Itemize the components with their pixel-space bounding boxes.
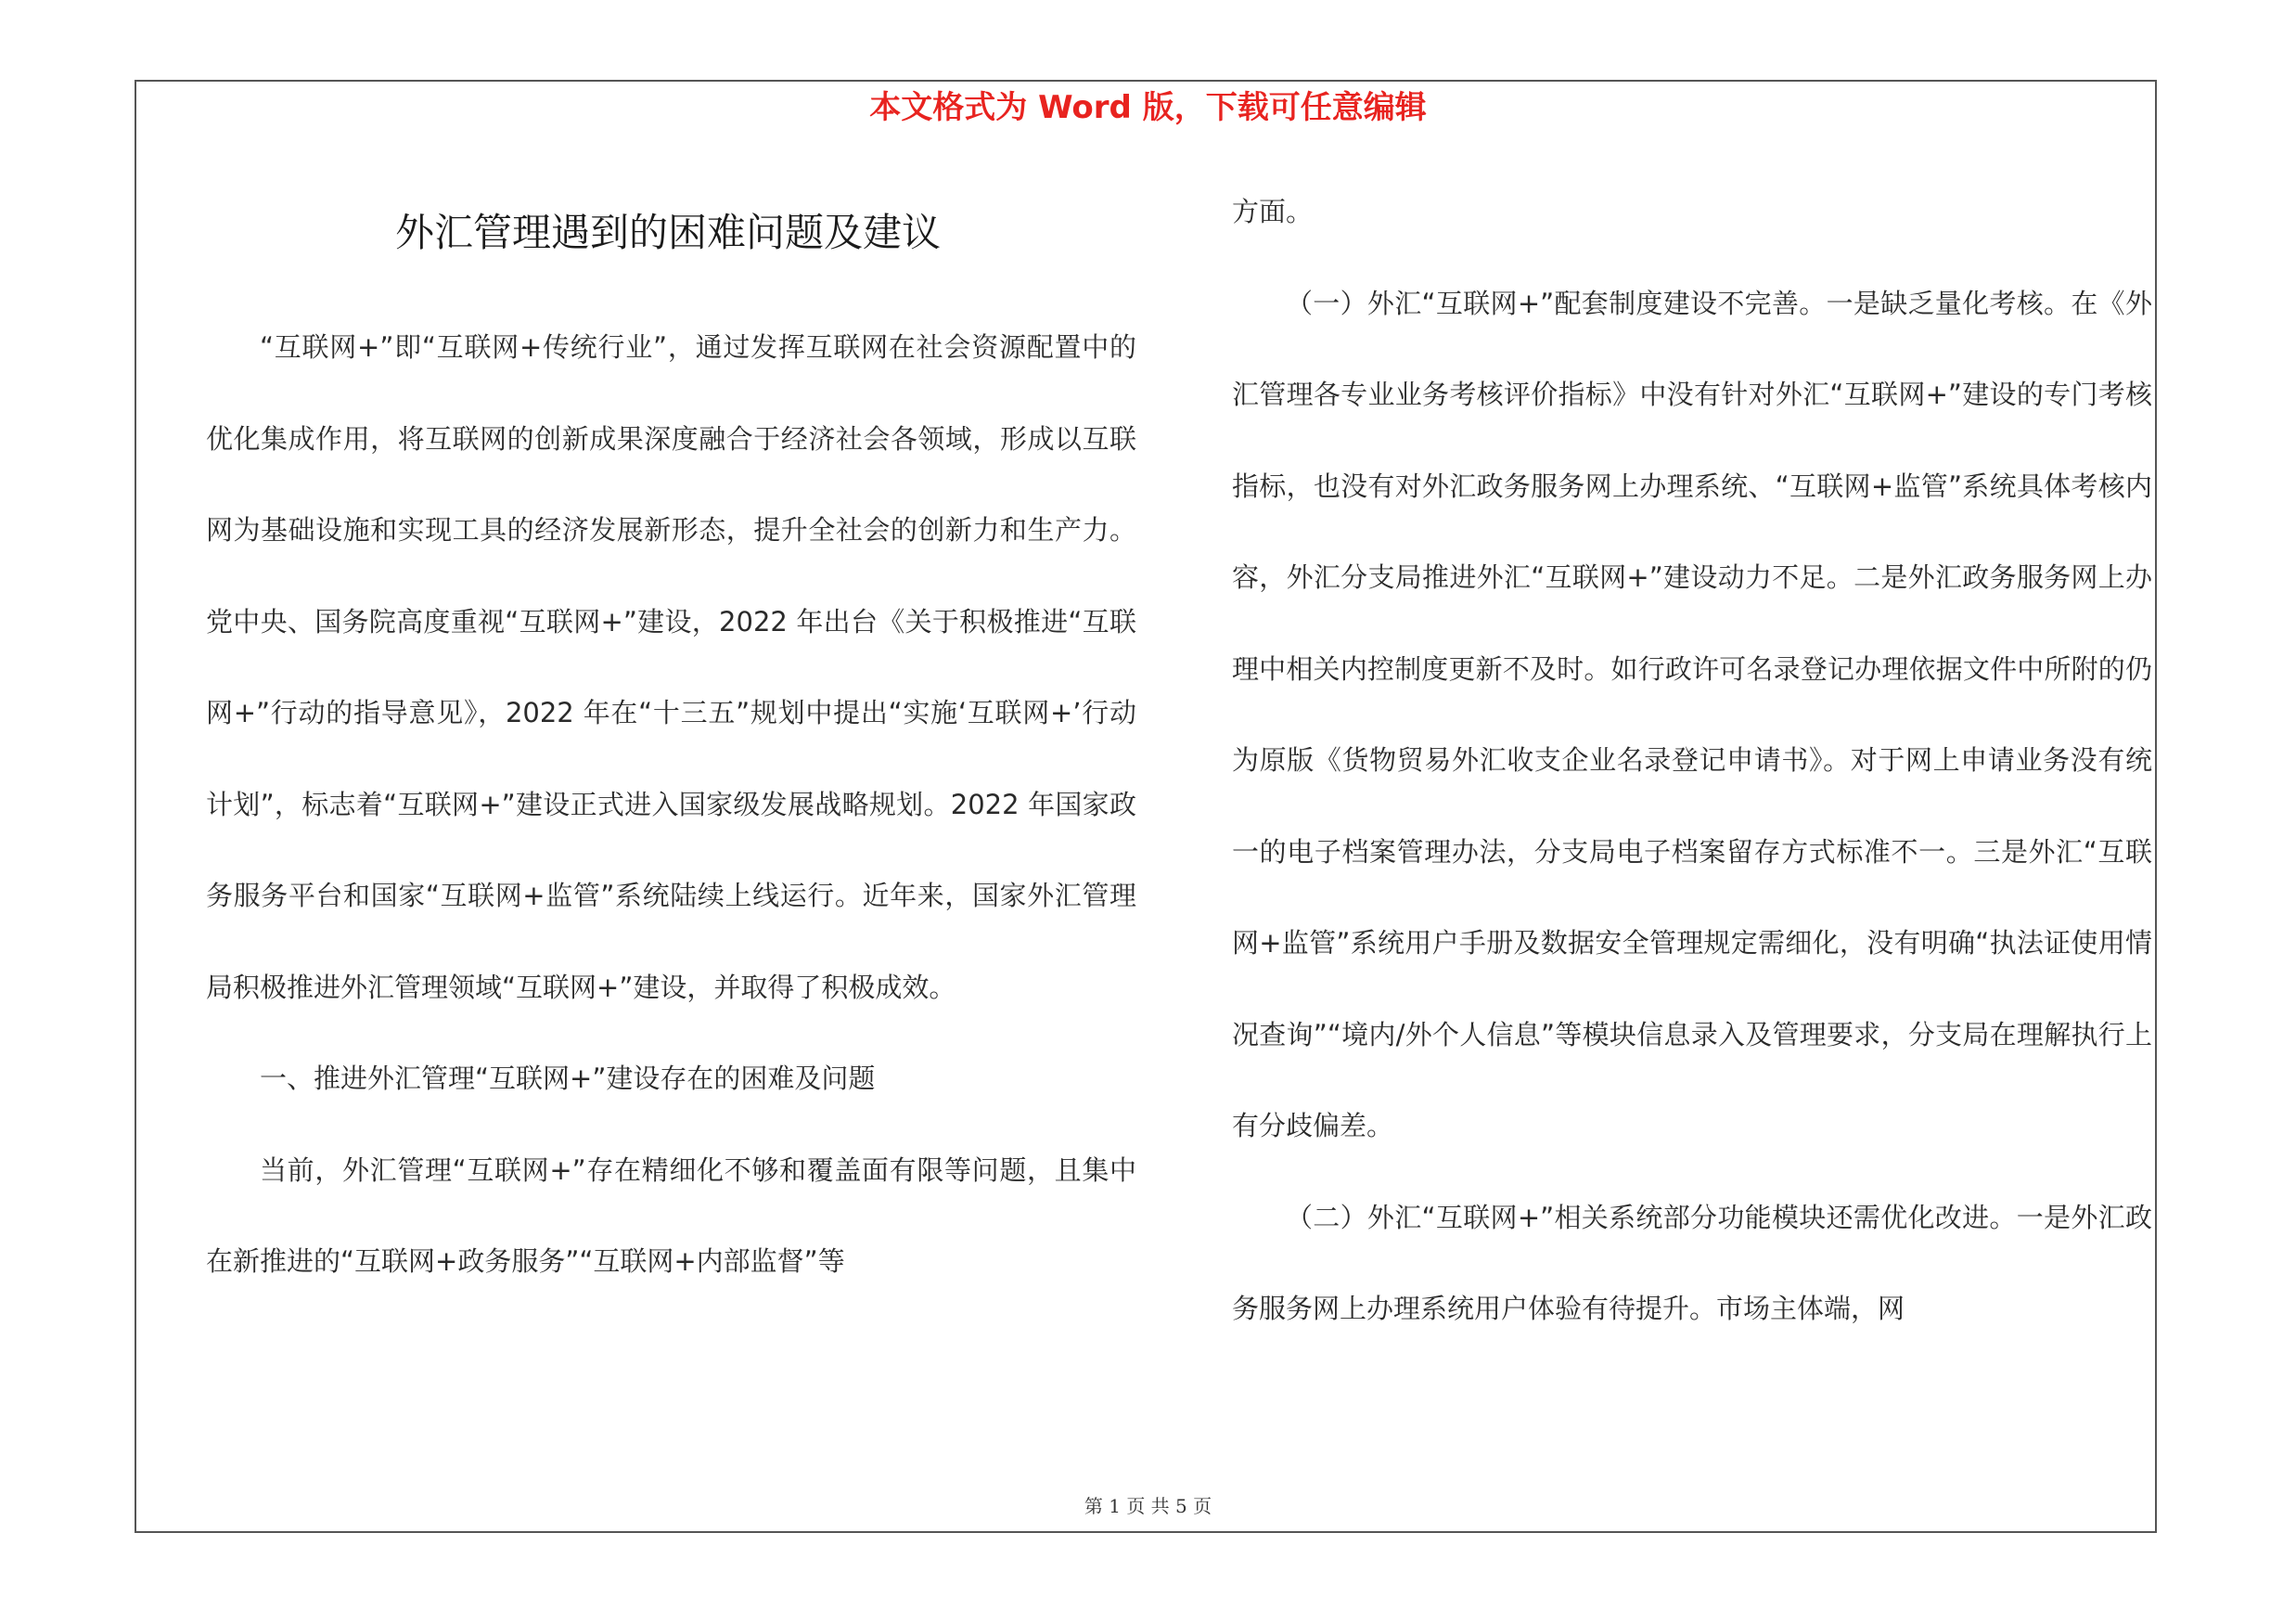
section-heading: 一、推进外汇管理“互联网+”建设存在的困难及问题 [260,1063,876,1094]
body-paragraph: 当前，外汇管理“互联网+”存在精细化不够和覆盖面有限等问题，且集中在新推进的“互联网+政务服务”“互联网+内部监督”等 [206,1153,1136,1277]
document-title: 外汇管理遇到的困难问题及建议 [394,210,941,255]
body-paragraph: “互联网+”即“互联网+传统行业”，通过发挥互联网在社会资源配置中的优化集成作用，将互联网的创新成果深度融合于经济社会各领域，形成以互联网为基础设施和实现工具的经济发展新形态，提升全社会的创新力和生产力。党中央、国务院高度重视“互联网+”建设，2022 年出台《关于积极推进“互联网+”行动的指导意见》，2022 年在“十三五”规划中提出“实施‘互联网+’行动计划”，标志着“互联网+”建设正式进入国家级发展战略规划。2022 年国家政务服务平台和国家“互联网+监管”系统陆续上线运行。近年来，国家外汇管理局积极推进外汇管理领域“互联网+”建设，并取得了积极成效。 [206,331,1136,1003]
body-paragraph: （一）外汇“互联网+”配套制度建设不完善。一是缺乏量化考核。在《外汇管理各专业业务考核评价指标》中没有针对外汇“互联网+”建设的专门考核指标，也没有对外汇政务服务网上办理系统、“互联网+监管”系统具体考核内容，外汇分支局推进外汇“互联网+”建设动力不足。二是外汇政务服务网上办理中相关内控制度更新不及时。如行政许可名录登记办理依据文件中所附的仍为原版《货物贸易外汇收支企业名录登记申请书》。对于网上申请业务没有统一的电子档案管理办法，分支局电子档案留存方式标准不一。三是外汇“互联网+监管”系统用户手册及数据安全管理规定需细化，没有明确“执法证使用情况查询”“境内/外个人信息”等模块信息录入及管理要求，分支局在理解执行上有分歧偏差。 [1232,287,2152,1141]
page-number-footer: 第 1 页 共 5 页 [1084,1495,1212,1517]
left-column [206,302,1136,1307]
word-format-banner: 本文格式为 Word 版，下载可任意编辑 [869,89,1427,126]
right-column [1232,166,2152,1355]
body-paragraph-continuation: 方面。 [1232,196,1314,227]
body-paragraph: （二）外汇“互联网+”相关系统部分功能模块还需优化改进。一是外汇政务服务网上办理系统用户体验有待提升。市场主体端，网 [1232,1201,2152,1324]
